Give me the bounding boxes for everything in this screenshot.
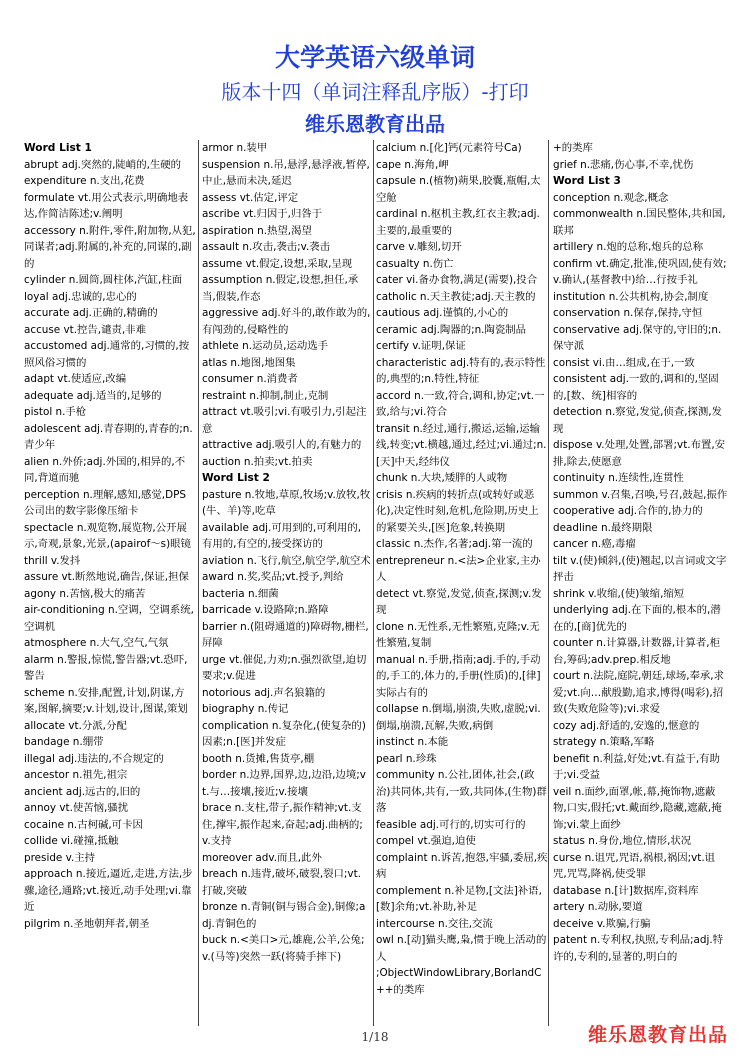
vocab-entry: clone n.无性系,无性繁殖,克隆;v.无性繁殖,复制 [376,620,540,649]
vocab-entry: database n.[计]数据库,资料库 [553,884,699,897]
vocab-entry: alien n.外侨;adj.外国的,相异的,不同,背道而驰 [24,455,186,484]
vocab-entry: benefit n.利益,好处;vt.有益于,有助于;vi.受益 [553,752,720,781]
vocab-entry: consumer n.消费者 [202,373,298,385]
vocab-entry: cooperative adj.合作的,协力的 [553,505,703,517]
publisher-name: 维乐恩教育出品 [305,112,445,136]
vocab-entry: restraint n.抑制,制止,克制 [202,389,329,402]
vocab-entry: entrepreneur n.<法>企业家,主办人 [376,554,541,583]
vocab-entry: preside v.主持 [24,851,96,864]
vocab-entry: calcium n.[化]钙(元素符号Ca) [376,142,522,154]
vocab-entry: cancer n.癌,毒瘤 [553,538,636,550]
vocab-entry: counter n.计算器,计数器,计算者,柜台,筹码;adv.prep.相反地 [553,637,720,666]
vocab-entry: manual n.手册,指南;adj.手的,手动的,手工的,体力的,手册(性质)的,[律]实际占有的 [376,653,541,699]
vocab-entry: allocate vt.分派,分配 [24,719,127,732]
vocab-entry: assure vt.断然地说,确告,保证,担保 [24,571,189,583]
vocab-entry: pasture n.牧地,草原,牧场;v.放牧,牧(牛、羊)等,吃草 [202,488,371,517]
vocab-entry: ;ObjectWindowLibrary,BorlandC++的类库 [376,967,542,996]
vocab-entry: atlas n.地图,地图集 [202,356,296,369]
vocab-entry: dispose v.处理,处置,部署;vt.布置,安排,除去,使愿意 [553,439,726,468]
page-subtitle: 版本十四（单词注释乱序版）-打印 [221,80,529,104]
word-list-heading: Word List 3 [553,175,621,187]
publisher-watermark: 维乐恩教育出品 [588,1024,729,1046]
vocab-entry: cylinder n.圆筒,圆柱体,汽缸,柱面 [24,274,183,286]
vocab-entry: bacteria n.细菌 [202,587,279,600]
vocab-entry: cocaine n.古柯碱,可卡因 [24,818,143,831]
vocab-entry: formulate vt.用公式表示,明确地表达,作简洁陈述;v.阐明 [24,191,189,220]
vocab-entry: abrupt adj.突然的,陡峭的,生硬的 [24,158,182,171]
vocab-entry: accuse vt.控告,谴责,非难 [24,323,146,336]
vocab-entry: artery n.动脉,要道 [553,901,643,913]
vocab-entry: consist vi.由…组成,在于,一致 [553,356,695,369]
vocab-entry: status n.身份,地位,情形,状况 [553,835,692,847]
vocab-entry: community n.公社,团体,社会,(政治)共同体,共有,一致,共同体,(生物)群落 [376,769,547,814]
vocab-entry: attractive adj.吸引人的,有魅力的 [202,439,362,451]
vocab-entry: accurate adj.正确的,精确的 [24,307,158,319]
vocab-entry: classic n.杰作,名著;adj.第一流的 [376,538,533,550]
vocab-entry: agony n.苦恼,极大的痛苦 [24,587,146,600]
vocab-entry: chunk n.大块,矮胖的人或物 [376,472,508,484]
vocab-entry: aggressive adj.好斗的,敢作敢为的,有闯劲的,侵略性的 [202,307,371,336]
column-divider [198,140,199,1026]
vocab-entry: complaint n.诉苦,抱怨,牢骚,委屈,疾病 [376,851,548,880]
vocab-entry: award n.奖,奖品;vt.授予,判给 [202,571,344,583]
vocab-entry: perception n.理解,感知,感觉,DPS公司出的数字影像压缩卡 [24,488,186,517]
vocab-entry: deadline n.最终期限 [553,521,653,534]
column-3 [376,140,548,1025]
vocab-entry: continuity n.连续性,连贯性 [553,472,684,484]
vocab-entry: athlete n.运动员,运动选手 [202,340,329,352]
vocab-entry: aspiration n.热望,渴望 [202,224,312,237]
vocab-entry: bronze n.青铜(铜与锡合金),铜像;adj.青铜色的 [202,901,366,930]
column-1 [24,140,196,1025]
vocab-entry: accord n.一致,符合,调和,协定;vt.一致,给与;vi.符合 [376,389,545,418]
vocab-entry: assume vt.假定,设想,采取,呈现 [202,257,353,270]
vocab-entry: illegal adj.违法的,不合规定的 [24,752,164,765]
vocab-entry: capsule n.(植物)蒴果,胶囊,瓶帽,太空舱 [376,175,541,204]
vocab-entry: pilgrim n.圣地朝拜者,朝圣 [24,917,150,930]
vocab-entry: spectacle n.观览物,展览物,公开展示,奇观,景象,光景,(apairof～s)眼镜 [24,521,191,550]
vocab-entry: bandage n.绷带 [24,736,104,748]
vocab-entry: curse n.诅咒,咒语,祸根,祸因;vt.诅咒,咒骂,降祸,使受罪 [553,851,716,880]
vocab-entry: cardinal n.枢机主教,红衣主教;adj.主要的,最重要的 [376,208,540,237]
page-title: 大学英语六级单词 [274,43,475,72]
vocab-entry: complement n.补足物,[文法]补语,[数]余角;vt.补助,补足 [376,884,542,913]
vocab-entry: summon v.召集,召唤,号召,鼓起,振作 [553,488,728,501]
vocab-entry: loyal adj.忠诚的,忠心的 [24,290,137,303]
vocab-entry: pearl n.珍珠 [376,752,437,765]
vocab-entry: air-conditioning n.空调，空调系统,空调机 [24,604,194,633]
vocab-entry: carve v.雕刻,切开 [376,241,462,253]
vocab-entry: notorious adj.声名狼籍的 [202,686,326,699]
vocab-entry: biography n.传记 [202,703,289,715]
column-divider [548,140,549,1026]
vocab-entry: cozy adj.舒适的,安逸的,惬意的 [553,719,700,732]
vocab-entry: institution n.公共机构,协会,制度 [553,290,709,303]
vocab-entry: accustomed adj.通常的,习惯的,按照风俗习惯的 [24,340,190,369]
vocab-entry: brace n.支柱,带子,振作精神;vt.支住,撑牢,振作起来,奋起;adj.曲柄的;v.支持 [202,802,363,847]
vocab-entry: breach n.违背,破坏,破裂,裂口;vt.打破,突破 [202,868,361,897]
vocab-entry: deceive v.欺骗,行骗 [553,917,651,930]
vocab-entry: accessory n.附件,零件,附加物,从犯,同谋者;adj.附属的,补充的,同谋的,副的 [24,224,196,270]
vocab-entry: urge vt.催促,力劝;n.强烈欲望,迫切要求;v.促进 [202,653,367,682]
vocab-entry: adolescent adj.青春期的,青春的;n.青少年 [24,422,193,451]
vocab-entry: suspension n.吊,悬浮,悬浮液,暂停,中止,悬而未决,延迟 [202,158,370,187]
vocab-entry: intercourse n.交往,交流 [376,917,493,930]
vocab-entry: available adj.可用到的,可利用的,有用的,有空的,接受探访的 [202,521,362,550]
vocab-entry: border n.边界,国界,边,边沿,边境;vt.与…接壤,接近;v.接壤 [202,769,366,798]
vocab-entry: armor n.装甲 [202,142,268,154]
vocab-entry: cape n.海角,岬 [376,158,449,171]
document-header [0,40,750,140]
vocab-entry: catholic n.天主教徒;adj.天主教的 [376,290,536,303]
vocab-entry: collide vi.碰撞,抵触 [24,835,119,847]
vocab-entry: approach n.接近,逼近,走进,方法,步骤,途径,通路;vt.接近,动手处理;vi.靠近 [24,868,193,913]
vocab-entry: attract vt.吸引;vi.有吸引力,引起注意 [202,406,367,435]
word-columns [24,140,728,1025]
vocab-entry: cater vi.备办食物,满足(需要),投合 [376,274,538,286]
vocab-entry: ancestor n.祖先,祖宗 [24,769,128,781]
vocab-entry: pistol n.手枪 [24,406,87,418]
vocab-entry: booth n.货摊,售货亭,棚 [202,752,315,765]
vocab-entry: instinct n.本能 [376,736,449,748]
vocab-entry: feasible adj.可行的,切实可行的 [376,818,526,831]
vocab-entry: barrier n.(阻碍通道的)障碍物,栅栏,屏障 [202,620,369,649]
vocab-entry: conception n.观念,概念 [553,191,669,204]
page-number: 1/18 [361,1030,389,1044]
vocab-entry: scheme n.安排,配置,计划,阴谋,方案,图解,摘要;v.计划,设计,图谋,策划 [24,686,188,715]
word-list-heading: Word List 1 [24,142,92,154]
column-4 [553,140,728,1025]
vocab-entry: adapt vt.使适应,改编 [24,373,127,385]
vocab-entry: consistent adj.一致的,调和的,坚固的,[数、统]相容的 [553,373,719,402]
vocab-entry: cautious adj.谨慎的,小心的 [376,307,509,319]
vocab-entry: thrill v.发抖 [24,554,81,567]
vocab-entry: conservation n.保存,保持,守恒 [553,307,703,319]
vocab-entry: casualty n.伤亡 [376,257,454,270]
vocab-entry: assumption n.假定,设想,担任,承当,假装,作态 [202,274,359,303]
vocab-entry: assault n.攻击,袭击;v.袭击 [202,241,331,253]
vocab-entry: artillery n.炮的总称,炮兵的总称 [553,241,704,253]
vocab-entry: transit n.经过,通行,搬运,运输,运输线,转变;vt.横越,通过,经过;vi.通过;n.[天]中天,经纬仪 [376,422,547,468]
vocab-entry: atmosphere n.大气,空气,气氛 [24,637,169,649]
vocab-entry: +的类库 [553,142,593,154]
vocab-entry: detect vt.察觉,发觉,侦查,探测;v.发现 [376,587,542,616]
vocab-entry: complication n.复杂化,(使复杂的)因素;n.[医]并发症 [202,719,366,748]
vocab-entry: aviation n.飞行,航空,航空学,航空术 [202,554,371,567]
vocab-entry: compel vt.强迫,迫使 [376,835,476,847]
vocab-entry: alarm n.警报,惊慌,警告器;vt.恐吓,警告 [24,653,188,682]
vocab-entry: detection n.察觉,发觉,侦查,探测,发现 [553,406,722,435]
vocab-entry: crisis n.疾病的转折点(或转好或恶化),决定性时刻,危机,危险期,历史上的紧要关头,[医]危象,转换期 [376,488,539,534]
vocab-entry: ascribe vt.归因于,归咎于 [202,208,323,220]
vocab-entry: owl n.[动]猫头鹰,枭,惯于晚上活动的人 [376,934,547,963]
vocab-entry: barricade v.设路障;n.路障 [202,604,329,616]
vocab-entry: assess vt.估定,评定 [202,191,299,204]
word-list-heading: Word List 2 [202,472,270,484]
vocab-entry: collapse n.倒塌,崩溃,失败,虚脱;vi.倒塌,崩溃,瓦解,失败,病倒 [376,703,541,732]
vocab-entry: tilt v.(使)倾斜,(使)翘起,以言词或文字抨击 [553,554,727,583]
vocab-entry: conservative adj.保守的,守旧的;n.保守派 [553,323,722,352]
vocab-entry: confirm vt.确定,批准,使巩固,使有效;v.确认,(基督教中)给…行按手礼 [553,257,727,286]
vocab-entry: annoy vt.使苦恼,骚扰 [24,802,129,814]
vocab-entry: shrink v.收缩,(使)皱缩,缩短 [553,587,685,600]
vocab-entry: characteristic adj.特有的,表示特性的,典型的;n.特性,特征 [376,356,546,385]
vocab-entry: buck n.<美口>元,雄鹿,公羊,公兔;v.(马等)突然一跃(将骑手摔下) [202,934,365,963]
vocab-entry: ceramic adj.陶器的;n.陶瓷制品 [376,323,527,336]
vocab-entry: grief n.悲痛,伤心事,不幸,忧伤 [553,158,694,171]
vocab-entry: auction n.拍卖;vt.拍卖 [202,455,313,468]
column-2 [202,140,371,1025]
vocab-entry: moreover adv.而且,此外 [202,851,322,864]
vocab-entry: court n.法院,庭院,朝廷,球场,奉承,求爱;vt.向…献殷勤,追求,博得(喝彩),招致(失败危险等);vi.求爱 [553,670,725,715]
vocab-entry: ancient adj.远古的,旧的 [24,785,141,798]
vocab-entry: expenditure n.支出,花费 [24,175,145,187]
vocab-entry: patent n.专利权,执照,专利品;adj.特许的,专利的,显著的,明白的 [553,934,724,963]
vocab-entry: veil n.面纱,面罩,帐,幕,掩饰物,遮蔽物,口实,假托;vt.戴面纱,隐藏,遮蔽,掩饰;vi.蒙上面纱 [553,785,722,831]
vocab-entry: commonwealth n.国民整体,共和国,联邦 [553,208,726,237]
column-divider [373,140,374,1026]
vocab-entry: underlying adj.在下面的,根本的,潜在的,[商]优先的 [553,604,721,633]
vocab-entry: certify v.证明,保证 [376,340,466,352]
vocab-entry: adequate adj.适当的,足够的 [24,389,162,402]
vocab-entry: strategy n.策略,军略 [553,736,655,748]
